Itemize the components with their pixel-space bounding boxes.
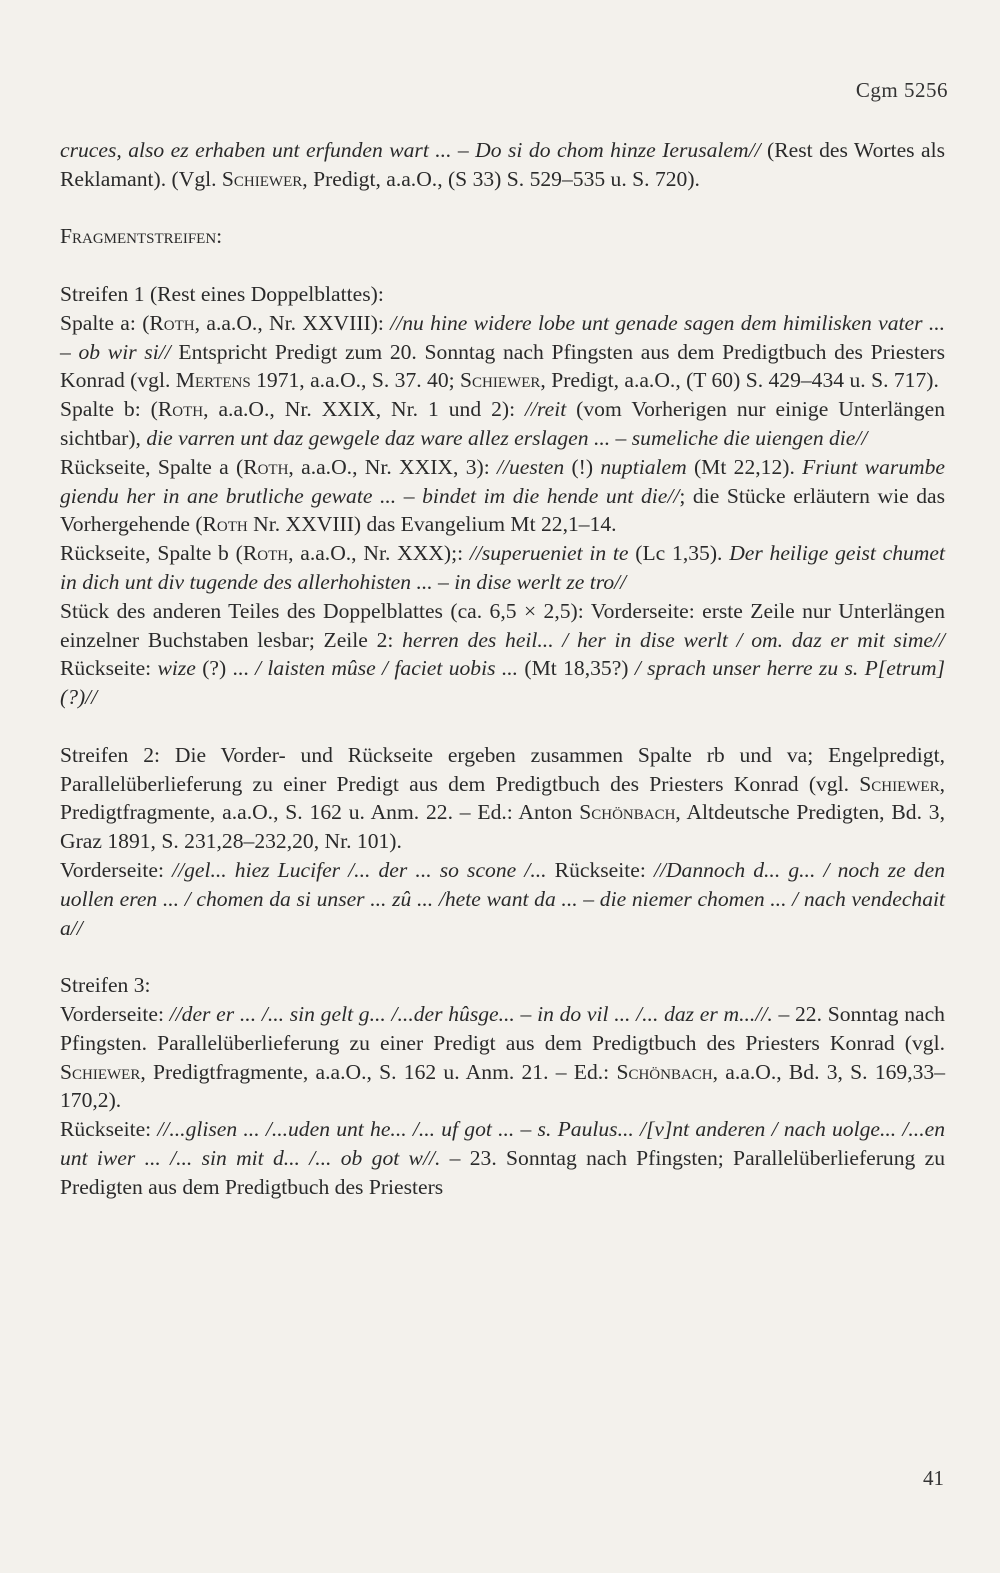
main-text (60, 136, 945, 1201)
italic-text: die varren unt daz gewgele daz ware allez erslagen ... – sumeliche die uiengen die// (146, 425, 868, 450)
strip-2-description: Streifen 2: Die Vorder- und Rückseite ergeben zusammen Spalte rb und va; Engelpredigt, Parallelüberlieferung zu einer Predigt aus dem Predigtbuch des Priesters Konrad (vgl. Schiewer, Predigtfragmente, a.a.O., S. 162 u. Anm. 22. – Ed.: Anton Schönbach, Altdeutsche Predigten, Bd. 3, Graz 1891, S. 231,28–232,20, Nr. 101). (60, 742, 946, 854)
author-name: Roth (202, 512, 248, 537)
italic-text: Friunt warumbe giendu her in ane brutliche gewate ... – bindet im die hende unt die// (60, 454, 946, 508)
italic-text: //uesten (497, 454, 565, 479)
author-name: Schönbach (616, 1059, 713, 1084)
italic-text: wize (157, 656, 196, 681)
author-name: Roth (157, 397, 204, 422)
italic-text: Der heilige geist chumet in dich unt div tugende des allerhohisten ... – in dise werlt ze tro// (60, 541, 945, 594)
section-heading: Fragmentstreifen: (60, 224, 223, 249)
author-name: Roth (242, 541, 289, 566)
strip-1-title: Streifen 1 (Rest eines Doppelblattes): (60, 281, 384, 306)
italic-text: //nu hine widere lobe unt genade sagen dem himilisken vater ... – ob wir si// (60, 310, 946, 364)
strip-3-title: Streifen 3: (60, 973, 151, 998)
italic-text: / laisten mûse / faciet uobis ... (255, 656, 519, 681)
italic-text: //Dannoch d... g... / noch ze den uollen eren ... / chomen da si unser ... zû ... /hete want da ... – die niemer chomen ... / nach vendechait a// (60, 857, 945, 940)
author-name: Schiewer (859, 771, 940, 796)
italic-text: //der er ... /... sin gelt g... /...der hûsge... – in do vil ... /... daz er m...//. (169, 1001, 773, 1026)
italic-text: //gel... hiez Lucifer /... der ... so scone /... (172, 857, 547, 882)
author-name: Schönbach (579, 800, 676, 825)
strip-1-other-piece: Stück des anderen Teiles des Doppelblattes (ca. 6,5 × 2,5): Vorderseite: erste Zeile nur Unterlängen einzelner Buchstaben lesbar; Zeile 2: herren des heil... / her in dise werlt / om. daz er mit sime// Rückseite: wize (?) ... / laisten mûse / faciet uobis ... (Mt 18,35?) / sprach unser herre zu s. P[etrum](?)// (60, 598, 945, 710)
strip-2-sides: Vorderseite: //gel... hiez Lucifer /... der ... so scone /... Rückseite: //Dannoch d... g... / noch ze den uollen eren ... / chomen da si unser ... zû ... /hete want da ... – die niemer chomen ... / nach vendechait a// (60, 857, 945, 940)
italic-text: / sprach unser herre zu s. P[etrum](?)// (60, 656, 945, 710)
author-name: Mertens (175, 368, 251, 393)
strip-3-recto: Vorderseite: //der er ... /... sin gelt g... /...der hûsge... – in do vil ... /... daz er m...//. – 22. Sonntag nach Pfingsten. Parallelüberlieferung zu einer Predigt aus dem Predigtbuch des Priesters Konrad (vgl. Schiewer, Predigtfragmente, a.a.O., S. 162 u. Anm. 21. – Ed.: Schönbach, a.a.O., Bd. 3, S. 169,33–170,2). (60, 1001, 945, 1113)
italic-text: herren des heil... / her in dise werlt / om. daz er mit sime// (402, 627, 945, 652)
italic-text: nuptialem (600, 454, 687, 479)
page-number: 41 (923, 1466, 944, 1490)
author-name: Roth (149, 310, 195, 335)
running-header: Cgm 5256 (855, 78, 948, 102)
strip-3-verso: Rückseite: //...glisen ... /...uden unt he... /... uf got ... – s. Paulus... /[v]nt anderen / nach uolge... /...en unt iwer ... /... sin mit d... /... ob got w//. – 23. Sonntag nach Pfingsten; Parallelüberlieferung zu Predigten aus dem Predigtbuch des Priesters (60, 1117, 945, 1199)
strip-1-verso-column-b: Rückseite, Spalte b (Roth, a.a.O., Nr. XXX);: //superueniet in te (Lc 1,35). Der heilige geist chumet in dich unt div tugende des allerhohisten ... – in dise werlt ze tro// (60, 541, 945, 594)
strip-1-verso-column-a: Rückseite, Spalte a (Roth, a.a.O., Nr. XXIX, 3): //uesten (!) nuptialem (Mt 22,12). Friunt warumbe giendu her in ane brutliche gewate ... – bindet im die hende unt die//; die Stücke erläutern wie das Vorhergehende (Roth Nr. XXVIII) das Evangelium Mt 22,1–14. (60, 454, 946, 537)
italic-text: //superueniet in te (469, 541, 629, 566)
author-name: Schiewer (60, 1059, 141, 1084)
paragraph-intro: cruces, also ez erhaben unt erfunden wart ... – Do si do chom hinze Ierusalem// (Rest des Wortes als Reklamant). (Vgl. Schiewer, Predigt, a.a.O., (S 33) S. 529–535 u. S. 720). (60, 138, 946, 191)
italic-text: //...glisen ... /...uden unt he... /... uf got ... – s. Paulus... /[v]nt anderen / nach uolge... /...en unt iwer ... /... sin mit d... /... ob got w//. (60, 1117, 945, 1170)
author-name: Schiewer (460, 368, 541, 393)
author-name: Roth (243, 454, 289, 479)
strip-1-column-a: Spalte a: (Roth, a.a.O., Nr. XXVIII): //nu hine widere lobe unt genade sagen dem himilisken vater ... – ob wir si// Entspricht Predigt zum 20. Sonntag nach Pfingsten aus dem Predigtbuch des Priesters Konrad (vgl. Mertens 1971, a.a.O., S. 37. 40; Schiewer, Predigt, a.a.O., (T 60) S. 429–434 u. S. 717). (60, 310, 946, 393)
author-name: Schiewer (221, 166, 303, 191)
strip-1-column-b: Spalte b: (Roth, a.a.O., Nr. XXIX, Nr. 1 und 2): //reit (vom Vorherigen nur einige Unterlängen sichtbar), die varren unt daz gewgele daz ware allez erslagen ... – sumeliche die uiengen die// (60, 397, 945, 450)
italic-text: //reit (525, 397, 567, 422)
italic-text: cruces, also ez erhaben unt erfunden wart ... – Do si do chom hinze Ierusalem// (60, 138, 761, 162)
